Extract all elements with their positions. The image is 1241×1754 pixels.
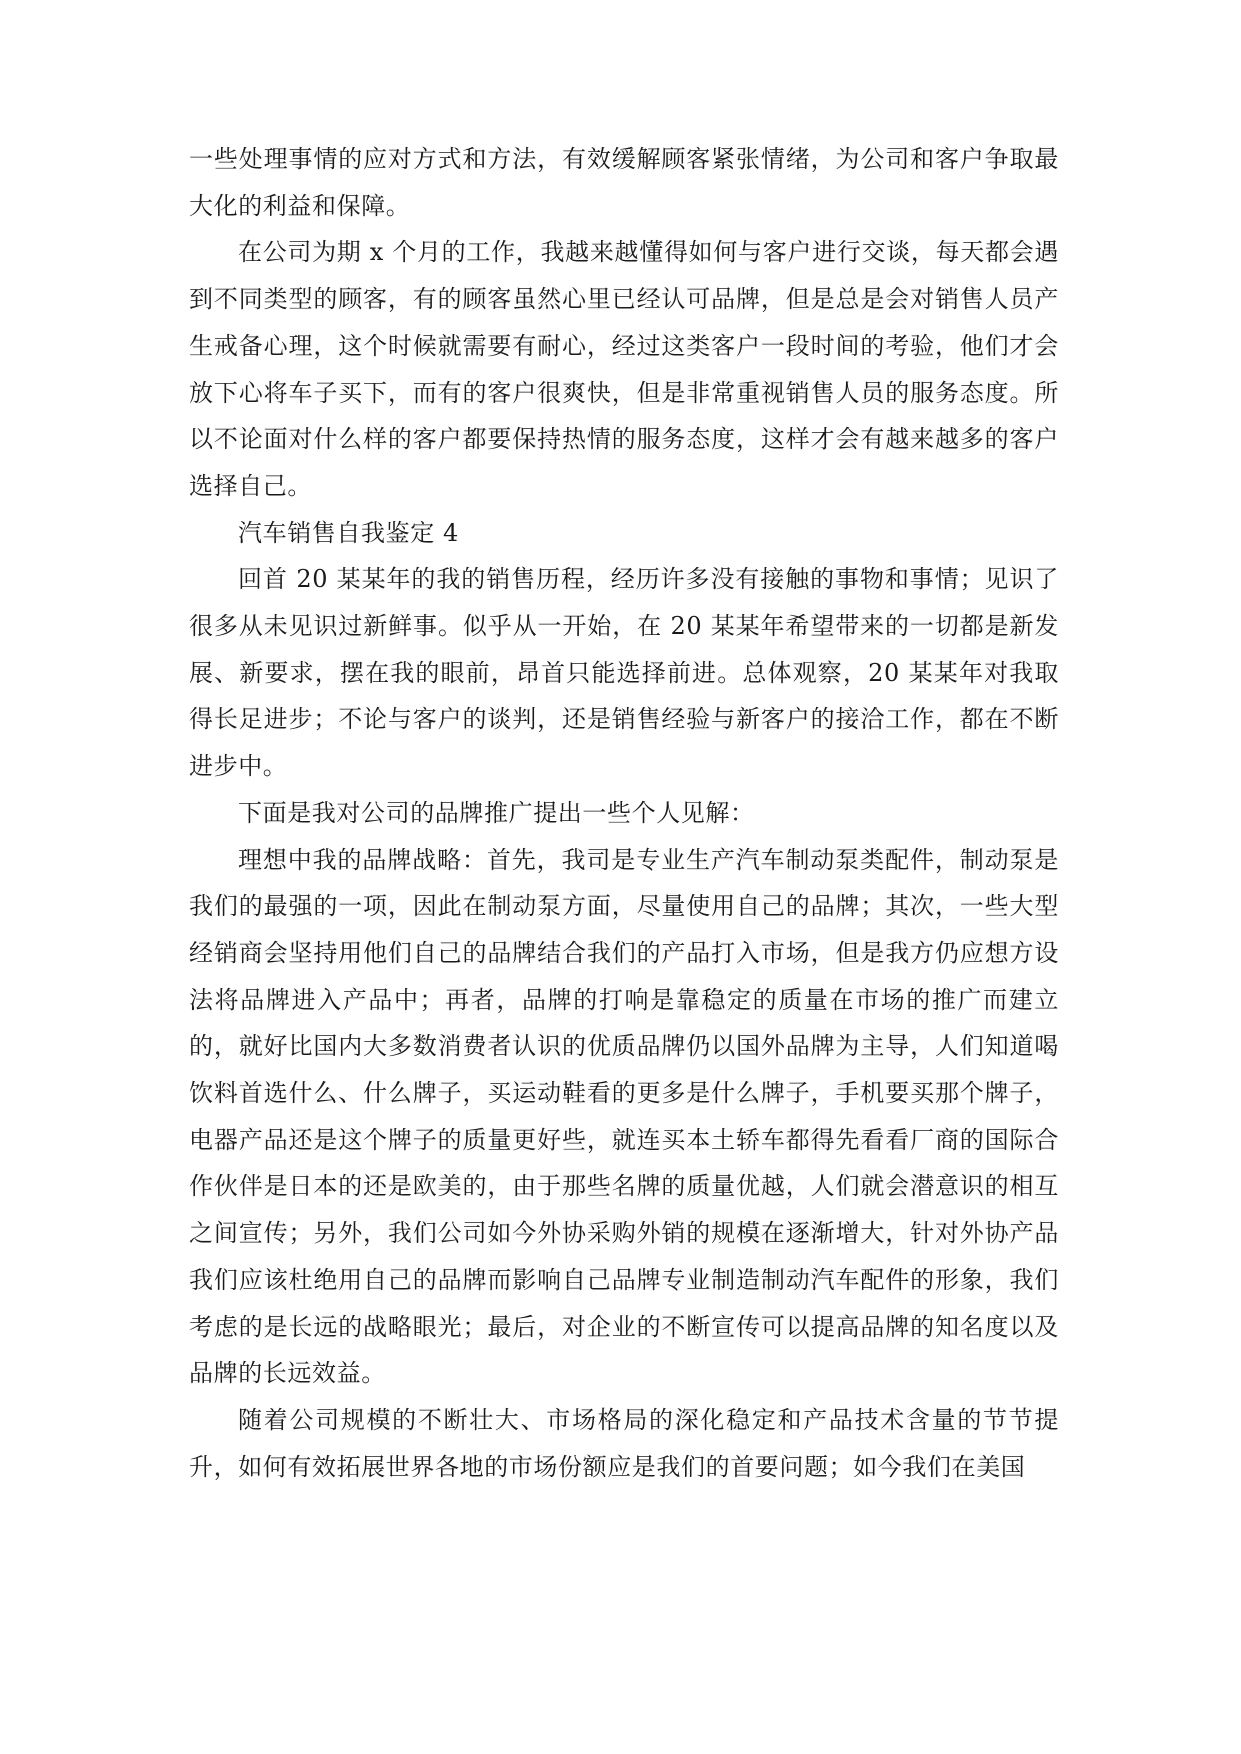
body-paragraph: 随着公司规模的不断壮大、市场格局的深化稳定和产品技术含量的节节提升，如何有效拓展世界各地的市场份额应是我们的首要问题；如今我们在美国: [189, 1405, 1059, 1481]
body-paragraph: 下面是我对公司的品牌推广提出一些个人见解：: [238, 798, 755, 827]
section-heading: 汽车销售自我鉴定 4: [238, 518, 459, 547]
body-paragraph: 理想中我的品牌战略：首先，我司是专业生产汽车制动泵类配件，制动泵是我们的最强的一项，因此在制动泵方面，尽量使用自己的品牌；其次，一些大型经销商会坚持用他们自己的品牌结合我们的产品打入市场，但是我方仍应想方设法将品牌进入产品中；再者，品牌的打响是靠稳定的质量在市场的推广而建立的，就好比国内大多数消费者认识的优质品牌仍以国外品牌为主导，人们知道喝饮料首选什么、什么牌子，买运动鞋看的更多是什么牌子，手机要买那个牌子，电器产品还是这个牌子的质量更好些，就连买本土轿车都得先看看厂商的国际合作伙伴是日本的还是欧美的，由于那些名牌的质量优越，人们就会潜意识的相互之间宣传；另外，我们公司如今外协采购外销的规模在逐渐增大，针对外协产品我们应该杜绝用自己的品牌而影响自己品牌专业制造制动汽车配件的形象，我们考虑的是长远的战略眼光；最后，对企业的不断宣传可以提高品牌的知名度以及品牌的长远效益。: [189, 845, 1059, 1388]
body-paragraph: 一些处理事情的应对方式和方法，有效缓解顾客紧张情绪，为公司和客户争取最大化的利益和保障。: [189, 145, 1059, 220]
body-paragraph: 回首 20 某某年的我的销售历程，经历许多没有接触的事物和事情；见识了很多从未见识过新鲜事。似乎从一开始，在 20 某某年希望带来的一切都是新发展、新要求，摆在我的眼前，昂首只能选择前进。总体观察，20 某某年对我取得长足进步；不论与客户的谈判，还是销售经验与新客户的接洽工作，都在不断进步中。: [189, 565, 1059, 781]
body-paragraph: 在公司为期 x 个月的工作，我越来越懂得如何与客户进行交谈，每天都会遇到不同类型的顾客，有的顾客虽然心里已经认可品牌，但是总是会对销售人员产生戒备心理，这个时候就需要有耐心，经过这类客户一段时间的考验，他们才会放下心将车子买下，而有的客户很爽快，但是非常重视销售人员的服务态度。所以不论面对什么样的客户都要保持热情的服务态度，这样才会有越来越多的客户选择自己。: [189, 238, 1059, 500]
document-body: [189, 136, 1059, 1490]
